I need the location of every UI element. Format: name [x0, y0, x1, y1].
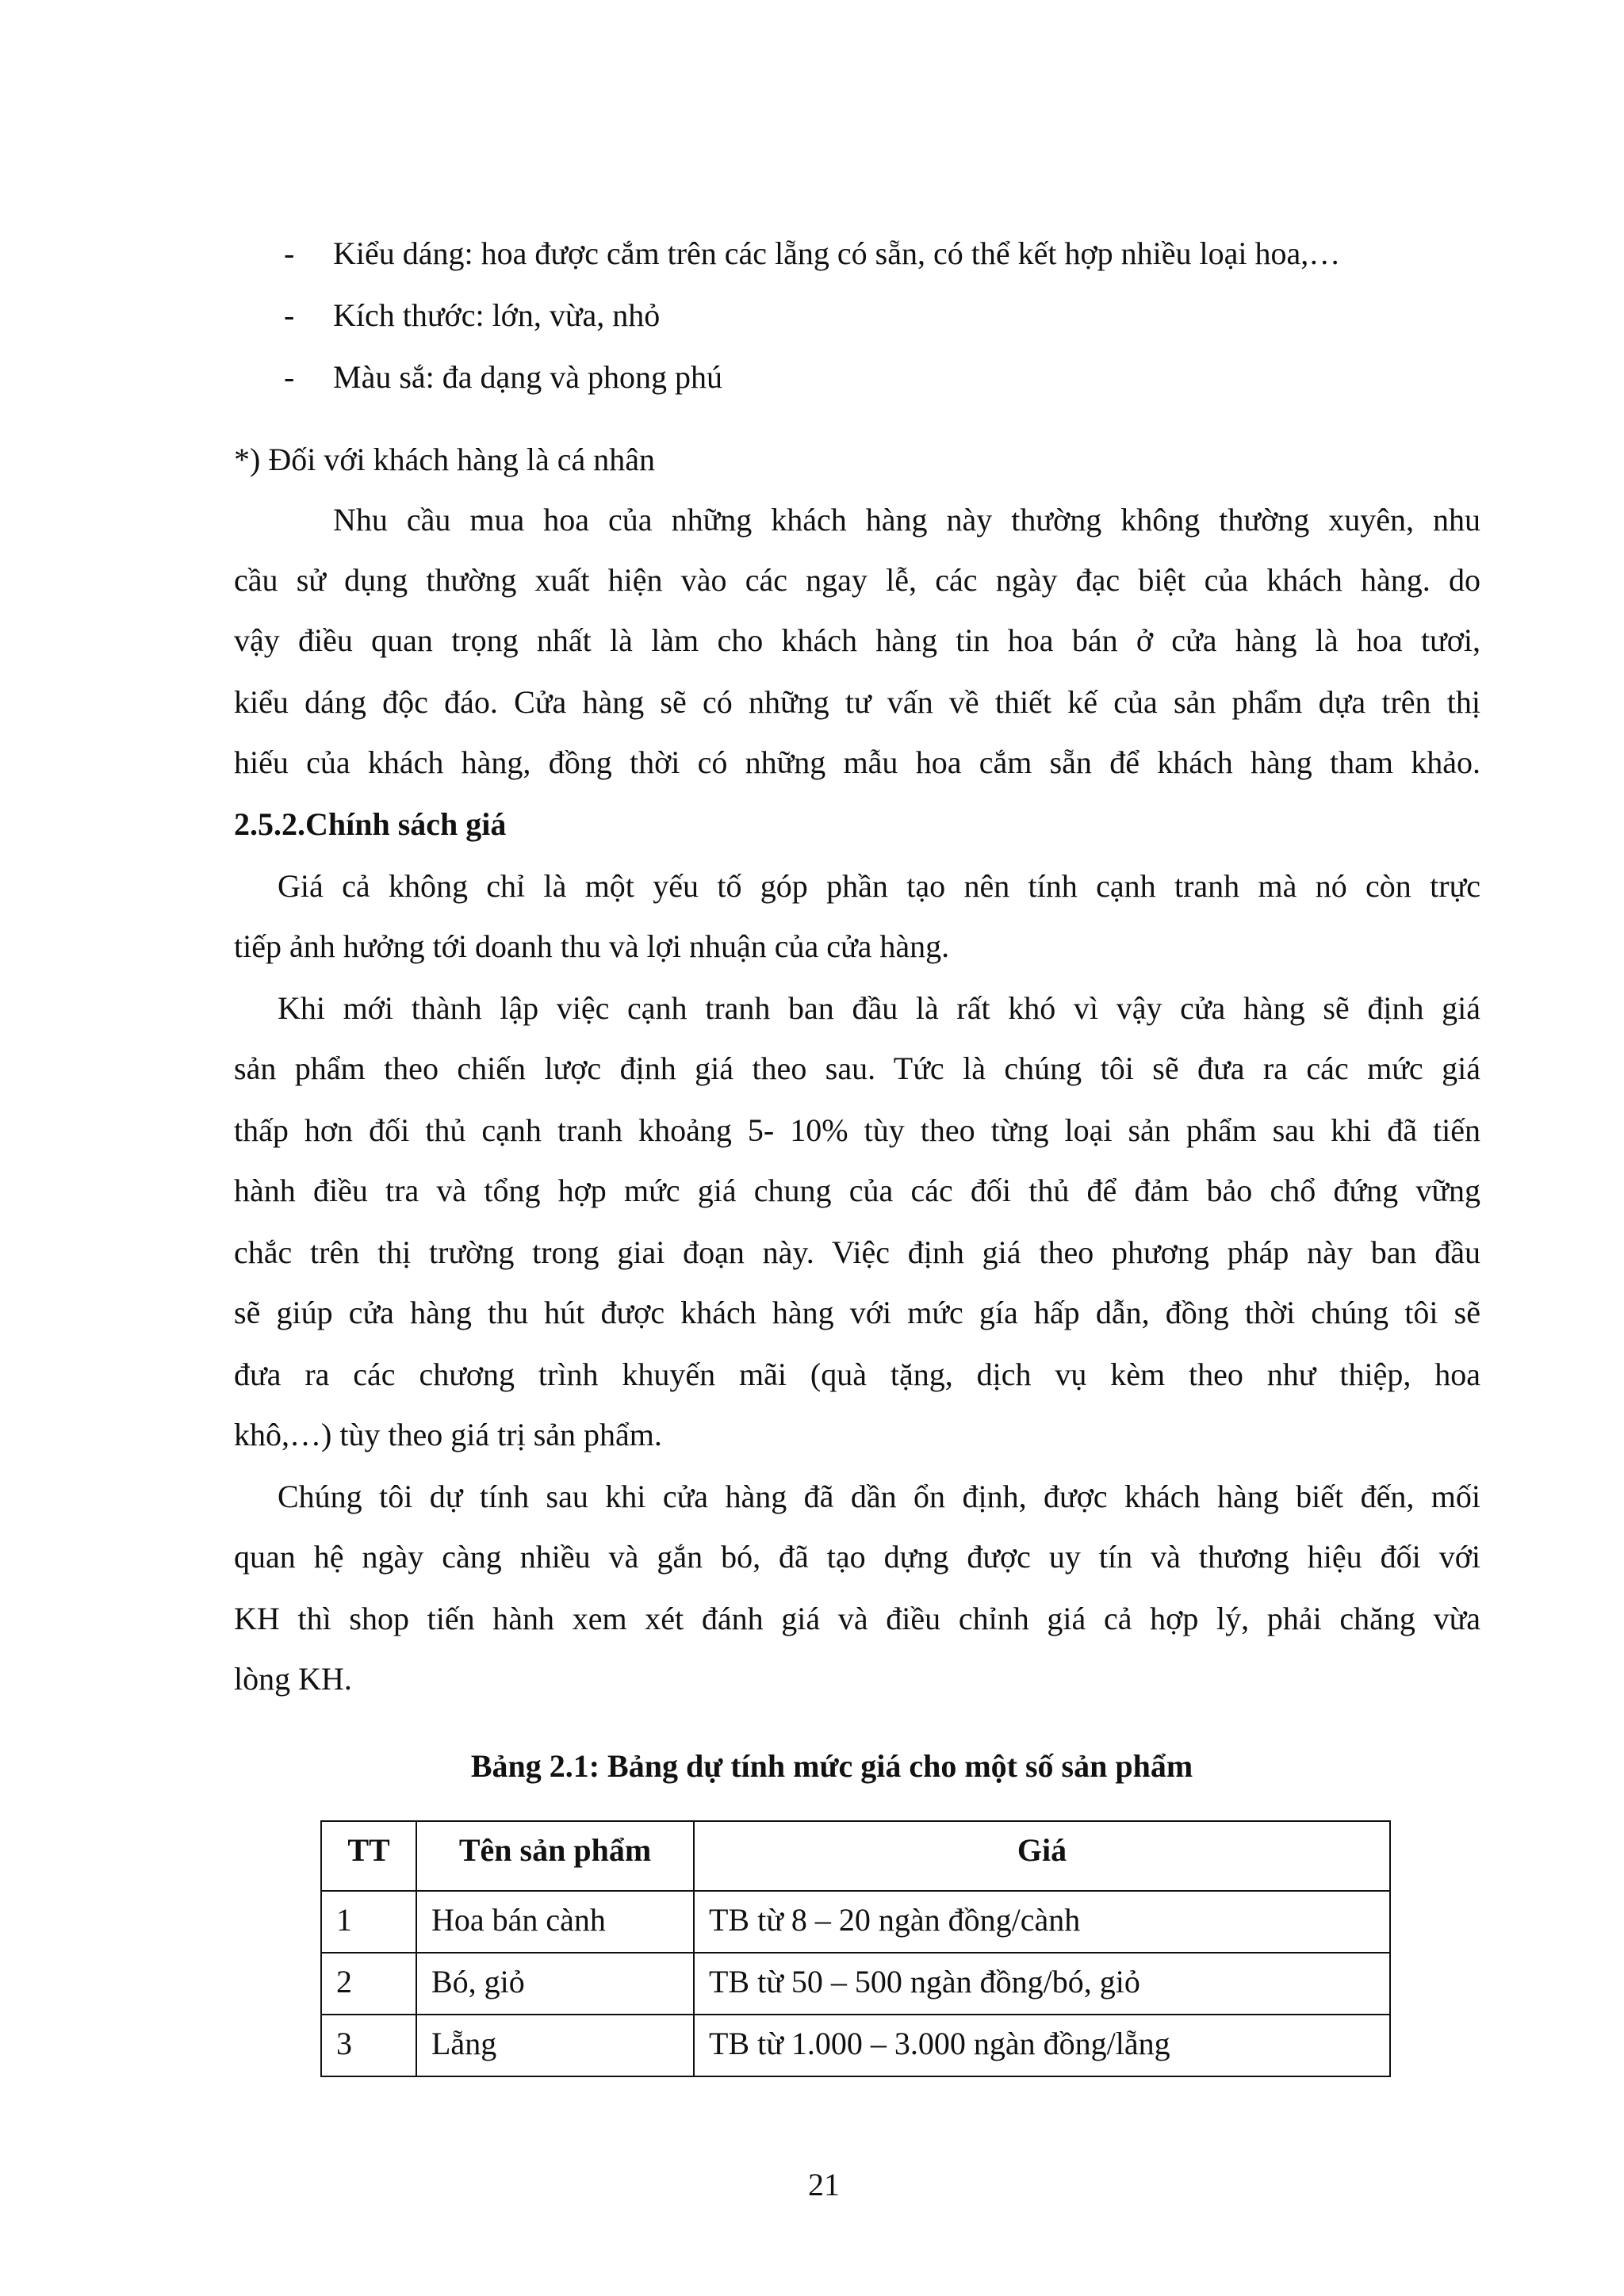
bullet-marker: - — [284, 359, 295, 395]
table-cell: TB từ 1.000 – 3.000 ngàn đồng/lẵng — [694, 2015, 1390, 2076]
table-cell: Lẵng — [416, 2015, 694, 2076]
table-row — [321, 2015, 1390, 2076]
bullet-item: Kiểu dáng: hoa được cắm trên các lẵng có sẵn, có thể kết hợp nhiều loại hoa,… — [333, 235, 1341, 271]
bullet-item: Kích thước: lớn, vừa, nhỏ — [333, 297, 661, 333]
paragraph-line: sẽ giúp cửa hàng thu hút được khách hàng với mức gía hấp dẫn, đồng thời chúng tôi sẽ — [234, 1295, 1480, 1330]
paragraph-line: tiếp ảnh hưởng tới doanh thu và lợi nhuận của cửa hàng. — [234, 928, 950, 964]
paragraph-line: lòng KH. — [234, 1661, 352, 1697]
table-caption: Bảng 2.1: Bảng dự tính mức giá cho một số sản phẩm — [470, 1748, 1193, 1784]
paragraph-line: Khi mới thành lập việc cạnh tranh ban đầu là rất khó vì vậy cửa hàng sẽ định giá — [278, 990, 1480, 1026]
paragraph-line: Chúng tôi dự tính sau khi cửa hàng đã dần ổn định, được khách hàng biết đến, mối — [278, 1479, 1480, 1514]
individual-heading: *) Đối với khách hàng là cá nhân — [234, 442, 655, 477]
paragraph-line: vậy điều quan trọng nhất là làm cho khách hàng tin hoa bán ở cửa hàng là hoa tươi, — [234, 622, 1480, 658]
table-cell: 1 — [321, 1891, 416, 1953]
page-number: 21 — [808, 2167, 840, 2202]
bullet-marker: - — [284, 235, 295, 271]
table-cell: 3 — [321, 2015, 416, 2076]
table-cell: 2 — [321, 1953, 416, 2015]
paragraph-line: hiếu của khách hàng, đồng thời có những mẫu hoa cắm sẵn để khách hàng tham khảo. — [234, 744, 1480, 780]
paragraph-line: sản phẩm theo chiến lược định giá theo sau. Tức là chúng tôi sẽ đưa ra các mức giá — [234, 1050, 1480, 1086]
table-cell: Hoa bán cành — [416, 1891, 694, 1953]
column-header-price: Giá — [694, 1821, 1390, 1891]
table-row — [321, 1891, 1390, 1953]
paragraph-line: quan hệ ngày càng nhiều và gắn bó, đã tạo dựng được uy tín và thương hiệu đối với — [234, 1539, 1480, 1575]
column-header-tt: TT — [321, 1821, 416, 1891]
paragraph-line: hành điều tra và tổng hợp mức giá chung của các đối thủ để đảm bảo chổ đứng vững — [234, 1173, 1480, 1208]
table-row — [321, 1953, 1390, 2015]
table-cell: TB từ 8 – 20 ngàn đồng/cành — [694, 1891, 1390, 1953]
paragraph-line: cầu sử dụng thường xuất hiện vào các ngay lễ, các ngày đạc biệt của khách hàng. do — [234, 562, 1480, 598]
section-heading: 2.5.2.Chính sách giá — [234, 806, 507, 842]
paragraph-line: chắc trên thị trường trong giai đoạn này. Việc định giá theo phương pháp này ban đầu — [234, 1234, 1480, 1270]
table-cell: TB từ 50 – 500 ngàn đồng/bó, giỏ — [694, 1953, 1390, 2015]
paragraph-line: KH thì shop tiến hành xem xét đánh giá và điều chỉnh giá cả hợp lý, phải chăng vừa — [234, 1601, 1480, 1636]
bullet-item: Màu sắ: đa dạng và phong phú — [333, 359, 723, 395]
table-cell: Bó, giỏ — [416, 1953, 694, 2015]
bullet-marker: - — [284, 297, 295, 333]
paragraph-line: khô,…) tùy theo giá trị sản phẩm. — [234, 1417, 662, 1452]
paragraph-line: kiểu dáng độc đáo. Cửa hàng sẽ có những tư vấn về thiết kế của sản phẩm dựa trên thị — [234, 684, 1480, 720]
column-header-product: Tên sản phẩm — [416, 1821, 694, 1891]
paragraph-line: thấp hơn đối thủ cạnh tranh khoảng 5- 10% tùy theo từng loại sản phẩm sau khi đã tiến — [234, 1112, 1480, 1148]
table-header-row — [321, 1821, 1390, 1891]
price-table — [320, 1820, 1391, 2077]
paragraph-line: đưa ra các chương trình khuyến mãi (quà tặng, dịch vụ kèm theo như thiệp, hoa — [234, 1357, 1480, 1392]
paragraph-line: Giá cả không chỉ là một yếu tố góp phần tạo nên tính cạnh tranh mà nó còn trực — [278, 868, 1480, 904]
paragraph-line: Nhu cầu mua hoa của những khách hàng này thường không thường xuyên, nhu — [333, 502, 1480, 538]
